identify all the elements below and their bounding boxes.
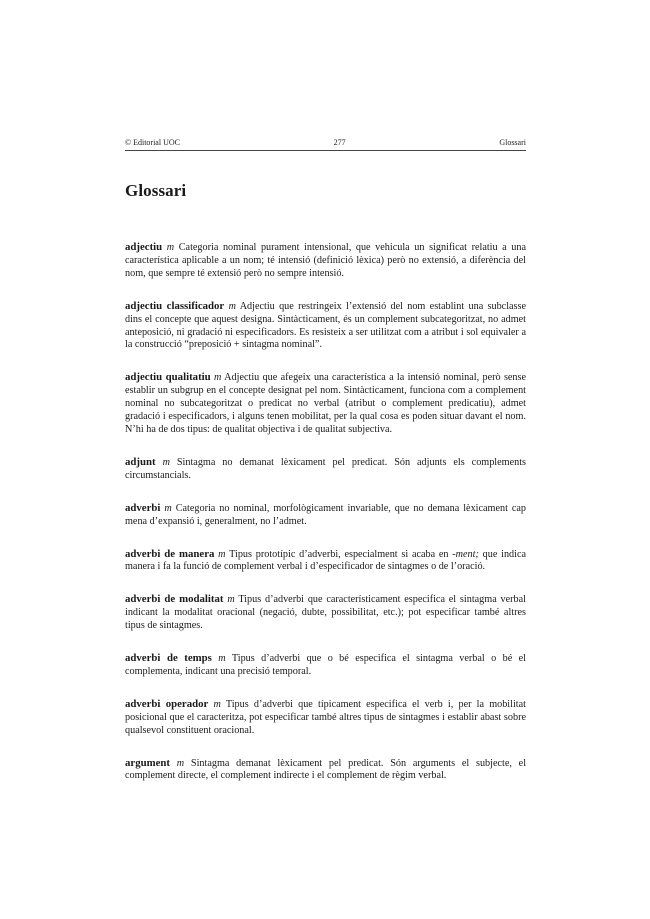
entry-term: argument (125, 756, 170, 769)
entry-definition: Sintagma no demanat lèxicament pel predicat. Són adjunts els complements circumstancials. (125, 456, 526, 481)
entry-definition-end: que indica manera i fa la funció de complement verbal i d’especificador de sintagmes o de l’oració. (125, 548, 527, 573)
entry-term: adjunt (125, 455, 156, 468)
glossary-entry (125, 548, 526, 575)
entry-definition: Tipus d’adverbi que típicament especifica el verb i, per la mobilitat posicional que el caracteritza, pot especificar també altres tipus de sintagmes i establir abast sobre qualsevol constituent oracional. (125, 698, 526, 736)
entry-pos: m (214, 372, 222, 384)
entry-pos: m (213, 698, 221, 710)
entry-term: adverbi de modalitat (125, 593, 224, 606)
publisher-label: © Editorial UOC (125, 138, 180, 147)
glossary-entry (125, 456, 526, 483)
glossary-entry (125, 300, 526, 353)
entry-pos: m (176, 757, 185, 769)
section-label: Glossari (499, 138, 526, 147)
entry-definition: Categoria no nominal, morfològicament invariable, que no demana lèxicament cap mena d’expansió i, generalment, no l’admet. (125, 502, 527, 527)
entry-term: adverbi (125, 501, 161, 514)
entry-term: adverbi de manera (125, 547, 215, 560)
entry-term: adjectiu qualitatiu (125, 371, 211, 384)
entry-pos: m (227, 594, 235, 606)
glossary-entry (125, 502, 526, 529)
entry-pos: m (228, 300, 236, 312)
glossary-entry (125, 757, 526, 784)
entry-term: adjectiu (125, 241, 163, 253)
entry-definition: Tipus d’adverbi que característicament especifica el sintagma verbal indicant la modalitat oracional (negació, dubte, possibilitat, etc.); pot especificar també altres tipus de sintagmes. (125, 594, 526, 632)
page-title: Glossari (125, 181, 187, 200)
entry-definition: Adjectiu que restringeix l’extensió del nom establint una subclasse dins el concepte que aquest designa. Sintàcticament, és un complement subcategoritzat, no admet anteposició, ni gradació ni especificadors. Es resisteix a ser utilitzat com a atribut i sol equivaler a la construcció “preposició + sintagma nominal”. (125, 300, 527, 351)
glossary-list (125, 241, 526, 783)
entry-definition-start: Tipus prototípic d’adverbi, especialment si acaba en (229, 548, 453, 560)
entry-pos: m (164, 502, 172, 514)
running-header (125, 138, 526, 151)
entry-pos: m (166, 242, 175, 253)
entry-term: adverbi de temps (125, 652, 212, 665)
entry-definition: Tipus d’adverbi que o bé especifica el sintagma verbal o bé el complementa, indicant una precisió temporal. (125, 653, 526, 677)
glossary-entry (125, 371, 526, 437)
glossary-entry (125, 593, 526, 633)
glossary-entry (125, 698, 526, 738)
entry-definition: Sintagma demanat lèxicament pel predicat. Són arguments el subjecte, el complement directe, el complement indirecte i el complement de règim verbal. (125, 757, 527, 782)
entry-definition: Adjectiu que afegeix una característica a la intensió nominal, però sense establir un subgrup en el concepte designat pel nom. Sintàcticament, funciona com a complement nominal no subcategoritzat o predicat no verbal (atribut o complement predicatiu), admet gradació i especificadors, i alguns tenen mobilitat, per la qual cosa es poden situar davant el nom. N’hi ha de dos tipus: de qualitat objectiva i de qualitat subjectiva. (125, 372, 527, 435)
page-number: 277 (333, 138, 346, 147)
entry-pos: m (218, 548, 226, 560)
document-page (125, 138, 526, 802)
entry-term: adverbi operador (125, 697, 209, 710)
entry-definition: Categoria nominal purament intensional, que vehicula un significat relatiu a una característica aplicable a un nom; té intensió (definició lèxica) però no extensió, a diferència del nom, que sempre té extensió però no sempre intensió. (125, 242, 527, 279)
glossary-entry (125, 652, 526, 679)
entry-definition-italic: -ment; (452, 548, 479, 560)
entry-term: adjectiu classificador (125, 299, 225, 312)
entry-pos: m (218, 653, 226, 665)
glossary-entry (125, 241, 526, 281)
entry-pos: m (162, 456, 170, 468)
